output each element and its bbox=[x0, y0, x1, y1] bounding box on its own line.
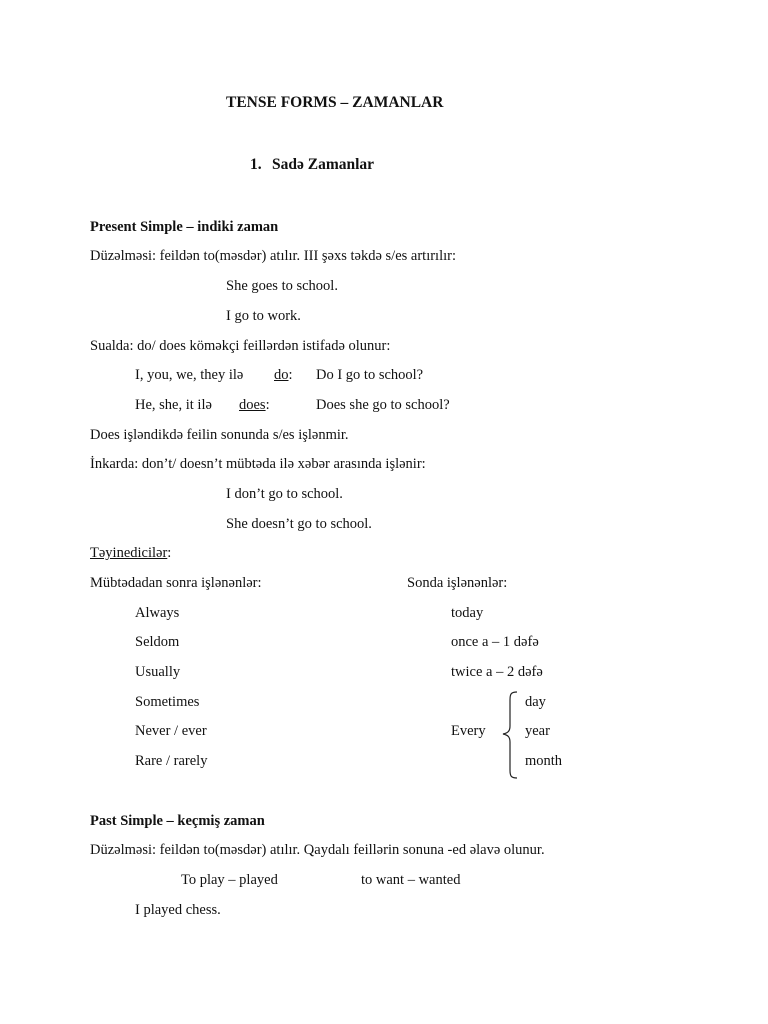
past-simple-heading: Past Simple – keçmiş zaman bbox=[90, 813, 265, 829]
past-pair-1: To play – played bbox=[181, 872, 278, 888]
adverb-item: Never / ever bbox=[135, 723, 207, 739]
every-item: year bbox=[525, 723, 550, 739]
section-title: Sadə Zamanlar bbox=[272, 156, 375, 173]
section-number: 1. bbox=[250, 156, 262, 173]
aux-does: does bbox=[239, 397, 266, 413]
curly-brace-icon bbox=[500, 690, 524, 780]
question-example-1: Do I go to school? bbox=[316, 367, 424, 383]
present-example-2: I go to work. bbox=[226, 308, 301, 324]
determiners-colon: : bbox=[167, 545, 172, 561]
question-aux-1 bbox=[274, 366, 293, 384]
determiners-label: Təyinedicilər bbox=[90, 545, 168, 561]
aux-do: do bbox=[274, 367, 289, 383]
every-label: Every bbox=[451, 723, 486, 739]
aux-colon: : bbox=[265, 397, 270, 413]
past-pair-2: to want – wanted bbox=[361, 872, 461, 888]
end-position-label: Sonda işlənənlər: bbox=[407, 575, 508, 591]
after-subject-label: Mübtədadan sonra işlənənlər: bbox=[90, 575, 262, 591]
past-formation-rule: Düzəlməsi: feildən to(məsdər) atılır. Qaydalı feillərin sonuna -ed əlavə olunur. bbox=[90, 842, 545, 858]
aux-colon: : bbox=[288, 367, 293, 383]
does-note: Does işləndikdə feilin sonunda s/es işlənmir. bbox=[90, 427, 349, 443]
question-subjects-2: He, she, it ilə bbox=[135, 397, 212, 413]
question-example-2: Does she go to school? bbox=[316, 397, 450, 413]
adverb-item: Always bbox=[135, 605, 180, 621]
negative-example-1: I don’t go to school. bbox=[226, 486, 343, 502]
adverb-item: Seldom bbox=[135, 634, 180, 650]
present-simple-heading: Present Simple – indiki zaman bbox=[90, 219, 279, 235]
every-item: day bbox=[525, 694, 546, 710]
time-expression-item: today bbox=[451, 605, 484, 621]
adverb-item: Rare / rarely bbox=[135, 753, 208, 769]
time-expression-item: twice a – 2 dəfə bbox=[451, 664, 543, 680]
question-subjects-1: I, you, we, they ilə bbox=[135, 367, 244, 383]
past-example: I played chess. bbox=[135, 902, 221, 918]
negative-rule: İnkarda: don’t/ doesn’t mübtəda ilə xəbər arasında işlənir: bbox=[90, 456, 426, 472]
present-formation-rule: Düzəlməsi: feildən to(məsdər) atılır. III şəxs təkdə s/es artırılır: bbox=[90, 248, 457, 264]
every-item: month bbox=[525, 753, 563, 769]
determiners-heading bbox=[90, 544, 171, 562]
question-aux-2 bbox=[239, 396, 270, 414]
question-rule: Sualda: do/ does köməkçi feillərdən istifadə olunur: bbox=[90, 338, 391, 354]
adverb-item: Usually bbox=[135, 664, 181, 680]
time-expression-item: once a – 1 dəfə bbox=[451, 634, 539, 650]
negative-example-2: She doesn’t go to school. bbox=[226, 516, 372, 532]
document-title: TENSE FORMS – ZAMANLAR bbox=[226, 94, 444, 111]
adverb-item: Sometimes bbox=[135, 694, 200, 710]
present-example-1: She goes to school. bbox=[226, 278, 338, 294]
